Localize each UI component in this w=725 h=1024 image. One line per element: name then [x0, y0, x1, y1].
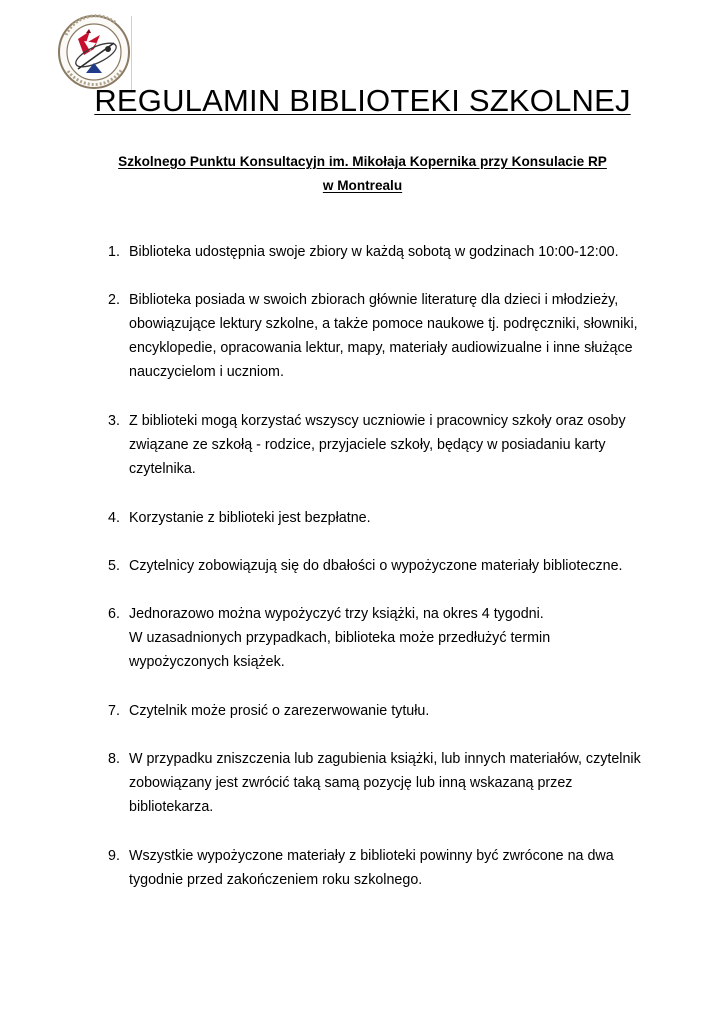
rule-number: 4. [108, 510, 120, 526]
document-subtitle-line1: Szkolnego Punktu Konsultacyjn im. Mikołaja Kopernika przy Konsulacie RP [118, 154, 607, 169]
rule-number: 5. [108, 558, 120, 574]
rule-number: 6. [108, 606, 120, 622]
rule-item-4 [108, 506, 648, 530]
rule-item-1 [108, 240, 648, 264]
school-emblem-icon [56, 13, 132, 91]
rule-number: 3. [108, 413, 120, 429]
rule-item-5 [108, 554, 648, 578]
rule-text: Korzystanie z biblioteki jest bezpłatne. [129, 510, 371, 526]
document-title: REGULAMIN BIBLIOTEKI SZKOLNEJ [94, 83, 631, 118]
rule-number: 2. [108, 292, 120, 308]
rule-text: Jednorazowo można wypożyczyć trzy książki, na okres 4 tygodni. W uzasadnionych przypadkach, biblioteka może przedłużyć termin wypożyczonych książek. [129, 606, 551, 670]
rule-text: Biblioteka udostępnia swoje zbiory w każdą sobotą w godzinach 10:00-12:00. [129, 244, 619, 260]
document-subtitle-line2: w Montrealu [322, 178, 403, 193]
rule-text: Wszystkie wypożyczone materiały z biblioteki powinny być zwrócone na dwa tygodnie przed zakończeniem roku szkolnego. [129, 848, 614, 888]
rule-number: 1. [108, 244, 120, 260]
rule-item-7 [108, 699, 648, 723]
rule-item-8 [108, 747, 648, 819]
rule-text: W przypadku zniszczenia lub zagubienia książki, lub innych materiałów, czytelnik zobowiązany jest zwrócić taką samą pozycję lub inną wskazaną przez bibliotekarza. [129, 751, 641, 815]
rule-number: 9. [108, 848, 120, 864]
rule-item-2 [108, 288, 648, 384]
rule-number: 7. [108, 703, 120, 719]
rule-text: Czytelnicy zobowiązują się do dbałości o wypożyczone materiały biblioteczne. [129, 558, 623, 574]
logo-border [128, 16, 132, 90]
rule-item-3 [108, 409, 648, 481]
rule-number: 8. [108, 751, 120, 767]
rule-text: Z biblioteki mogą korzystać wszyscy uczniowie i pracownicy szkoły oraz osoby związane ze szkołą - rodzice, przyjaciele szkoły, będący w posiadaniu karty czytelnika. [129, 413, 626, 477]
rule-item-9 [108, 844, 648, 892]
rule-text: Biblioteka posiada w swoich zbiorach głównie literaturę dla dzieci i młodzieży, obowiązujące lektury szkolne, a także pomoce naukowe tj. podręczniki, słowniki, encyklopedie, opracowania lektur, mapy, materiały audiowizualne i inne służące nauczycielom i uczniom. [129, 292, 638, 380]
rule-text: Czytelnik może prosić o zarezerwowanie tytułu. [129, 703, 430, 719]
rule-item-6 [108, 602, 648, 674]
